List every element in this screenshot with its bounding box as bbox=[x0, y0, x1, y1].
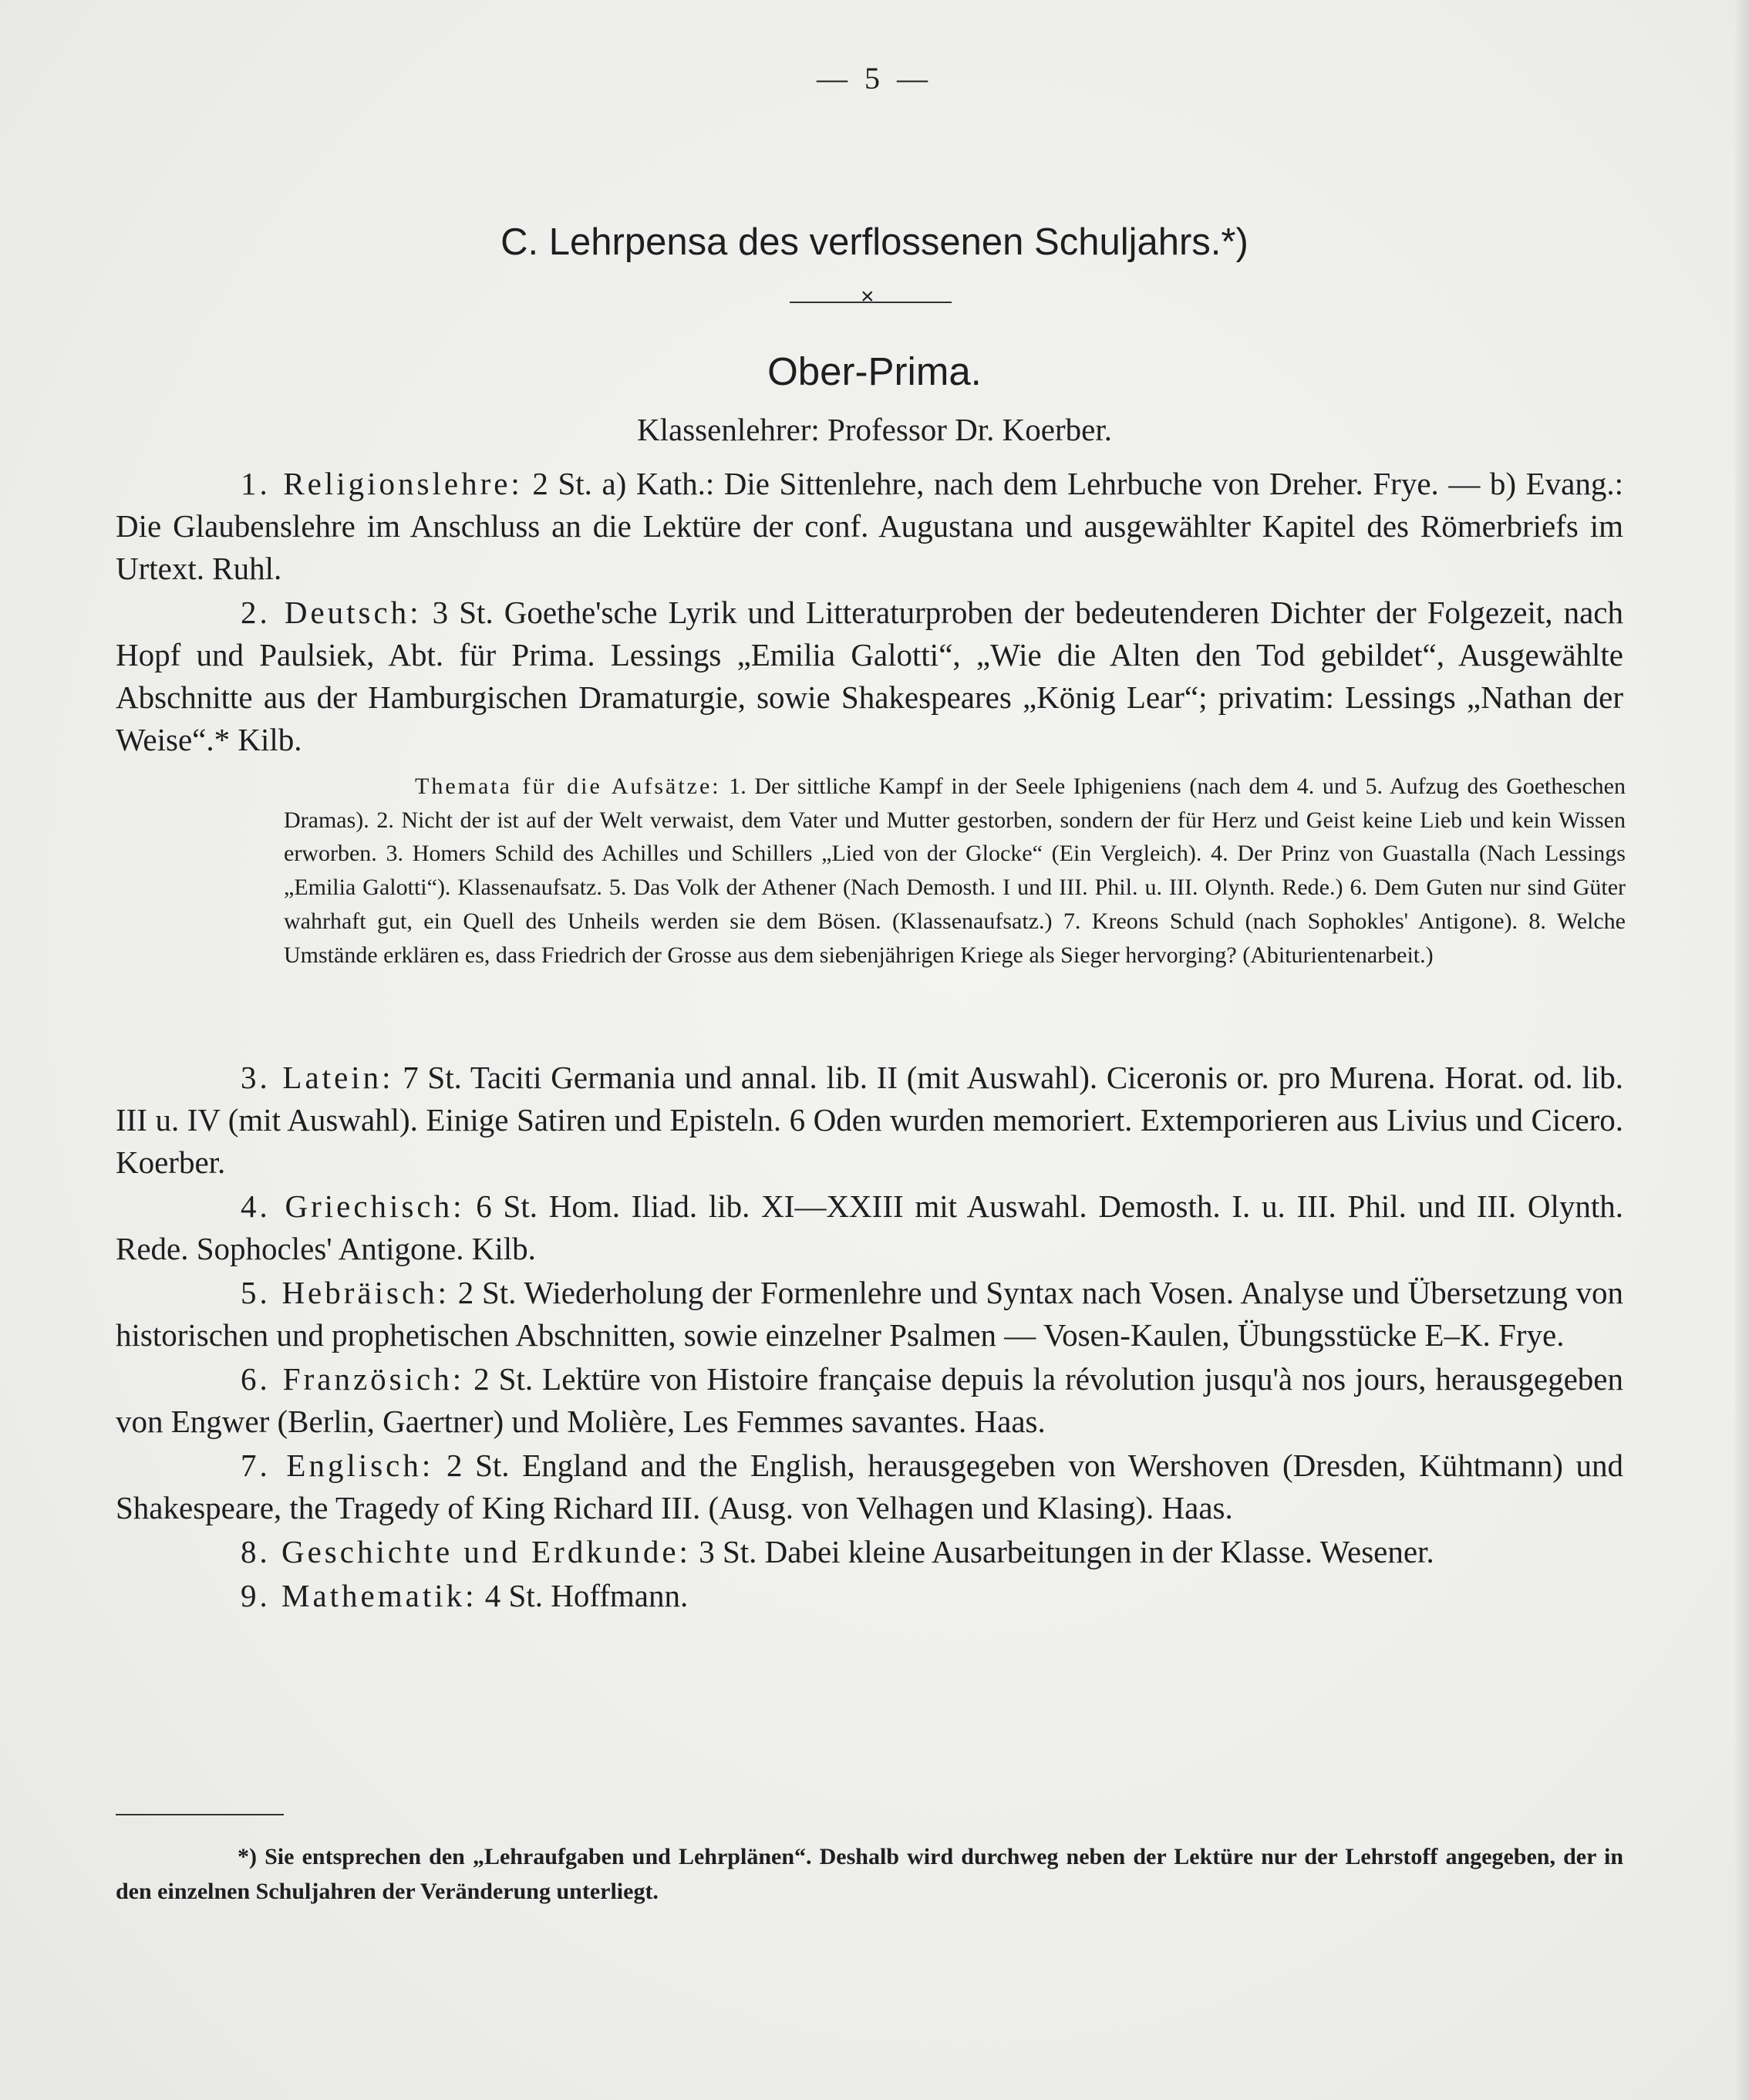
subject-text: 6 St. Hom. Iliad. lib. XI—XXIII mit Auswahl. Demosth. I. u. III. Phil. und III. Olynth. Rede. Sophocles' Antigone. Kilb. bbox=[116, 1188, 1623, 1266]
essay-themes-body: 1. Der sittliche Kampf in der Seele Iphigeniens (nach dem 4. und 5. Aufzug des Goetheschen Dramas). 2. Nicht der ist auf der Welt verwaist, dem Vater und Mutter gestorben, sondern der für Herz und Geist keine Lieb und kein Wissen erworben. 3. Homers Schild des Achilles und Schillers „Lied von der Glocke“ (Ein Vergleich). 4. Der Prinz von Guastalla (Nach Lessings „Emilia Galotti“). Klassenaufsatz. 5. Das Volk der Athener (Nach Demosth. I und III. Phil. u. III. Olynth. Rede.) 6. Dem Guten nur sind Güter wahrhaft gut, ein Quell des Unheils werden sie dem Bösen. (Klassenaufsatz.) 7. Kreons Schuld (nach Sophokles' Antigone). 8. Welche Umstände erklären es, dass Friedrich der Grosse aus dem siebenjährigen Kriege als Sieger hervorging? (Abiturientenarbeit.) bbox=[284, 774, 1626, 968]
subject-text: 2 St. a) Kath.: Die Sittenlehre, nach dem Lehrbuche von Dreher. Frye. — b) Evang.: Die Glaubenslehre im Anschluss an die Lektüre der conf. Augustana und ausgewählter Kapitel des Römerbriefs im Urtext. Ruhl. bbox=[116, 466, 1624, 586]
footnote: *) Sie entsprechen den „Lehraufgaben und Lehrplänen“. Deshalb wird durchweg neben der Lektüre nur der Lehrstoff angegeben, der in den einzelnen Schuljahren der Veränderung unterliegt. bbox=[116, 1844, 1623, 1904]
subject-english bbox=[116, 1444, 1623, 1529]
subject-text: 4 St. Hoffmann. bbox=[484, 1578, 689, 1613]
subject-text: 2 St. Lektüre von Histoire française depuis la révolution jusqu'à nos jours, herausgegeben von Engwer (Berlin, Gaertner) und Molière, Les Femmes savantes. Haas. bbox=[116, 1361, 1624, 1439]
subject-french bbox=[116, 1358, 1623, 1443]
title-divider bbox=[790, 284, 952, 312]
section-title: C. Lehrpensa des verflossenen Schuljahrs.*) bbox=[500, 221, 1249, 263]
essay-themes-text bbox=[284, 770, 1626, 972]
subject-latin bbox=[116, 1057, 1623, 1184]
subject-text: 2 St. England and the English, herausgegeben von Wershoven (Dresden, Kühtmann) und Shakespeare, the Tragedy of King Richard III. (Ausg. von Velhagen und Klasing). Haas. bbox=[116, 1448, 1624, 1525]
subject-mathematics bbox=[116, 1575, 1623, 1617]
subject-heading: 9. Mathematik: bbox=[241, 1578, 477, 1613]
subject-heading: 8. Geschichte und Erdkunde: bbox=[241, 1534, 691, 1569]
subject-greek bbox=[116, 1185, 1623, 1270]
subject-german bbox=[116, 592, 1623, 761]
subject-text: 3 St. Dabei kleine Ausarbeitungen in der Klasse. Wesener. bbox=[699, 1534, 1434, 1569]
subject-heading: 3. Latein: bbox=[241, 1060, 394, 1095]
subject-history-geography bbox=[116, 1531, 1623, 1573]
subject-heading: 2. Deutsch: bbox=[241, 595, 422, 630]
subject-text: 3 St. Goethe'sche Lyrik und Litteraturproben der bedeutenderen Dichter der Folgezeit, nach Hopf und Paulsiek, Abt. für Prima. Lessings „Emilia Galotti“, „Wie die Alten den Tod gebildet“, Ausgewählte Abschnitte aus der Hamburgischen Dramaturgie, sowie Shakespeares „König Lear“; privatim: Lessings „Nathan der Weise“.* Kilb. bbox=[116, 595, 1623, 757]
subject-hebrew bbox=[116, 1272, 1623, 1357]
page-number: — 5 — bbox=[817, 61, 932, 96]
subject-heading: 5. Hebräisch: bbox=[241, 1275, 450, 1310]
subject-heading: 6. Französich: bbox=[241, 1361, 465, 1397]
subject-heading: 7. Englisch: bbox=[241, 1448, 434, 1483]
subject-heading: 4. Griechisch: bbox=[241, 1188, 465, 1224]
subject-text: 7 St. Taciti Germania und annal. lib. II (mit Auswahl). Ciceronis or. pro Murena. Horat. od. lib. III u. IV (mit Auswahl). Einige Satiren und Episteln. 6 Oden wurden memoriert. Extemporieren aus Livius und Cicero. Koerber. bbox=[116, 1060, 1623, 1180]
divider-mark: × bbox=[861, 284, 874, 309]
essay-themes bbox=[284, 770, 1626, 972]
subject-heading: 1. Religionslehre: bbox=[241, 466, 523, 501]
essay-themes-lead: Themata für die Aufsätze: bbox=[415, 774, 721, 799]
subjects-block-2 bbox=[116, 1057, 1623, 1617]
class-teacher: Klassenlehrer: Professor Dr. Koerber. bbox=[637, 412, 1112, 447]
class-title: Ober-Prima. bbox=[767, 349, 982, 393]
subjects-block-1 bbox=[116, 463, 1623, 761]
page-edge-shadow bbox=[1735, 0, 1749, 2100]
subject-religion bbox=[116, 463, 1623, 590]
subject-text: 2 St. Wiederholung der Formenlehre und Syntax nach Vosen. Analyse und Übersetzung von historischen und prophetischen Abschnitten, sowie einzelner Psalmen — Vosen-Kaulen, Übungsstücke E–K. Frye. bbox=[116, 1275, 1624, 1353]
footnote-rule bbox=[116, 1814, 284, 1815]
